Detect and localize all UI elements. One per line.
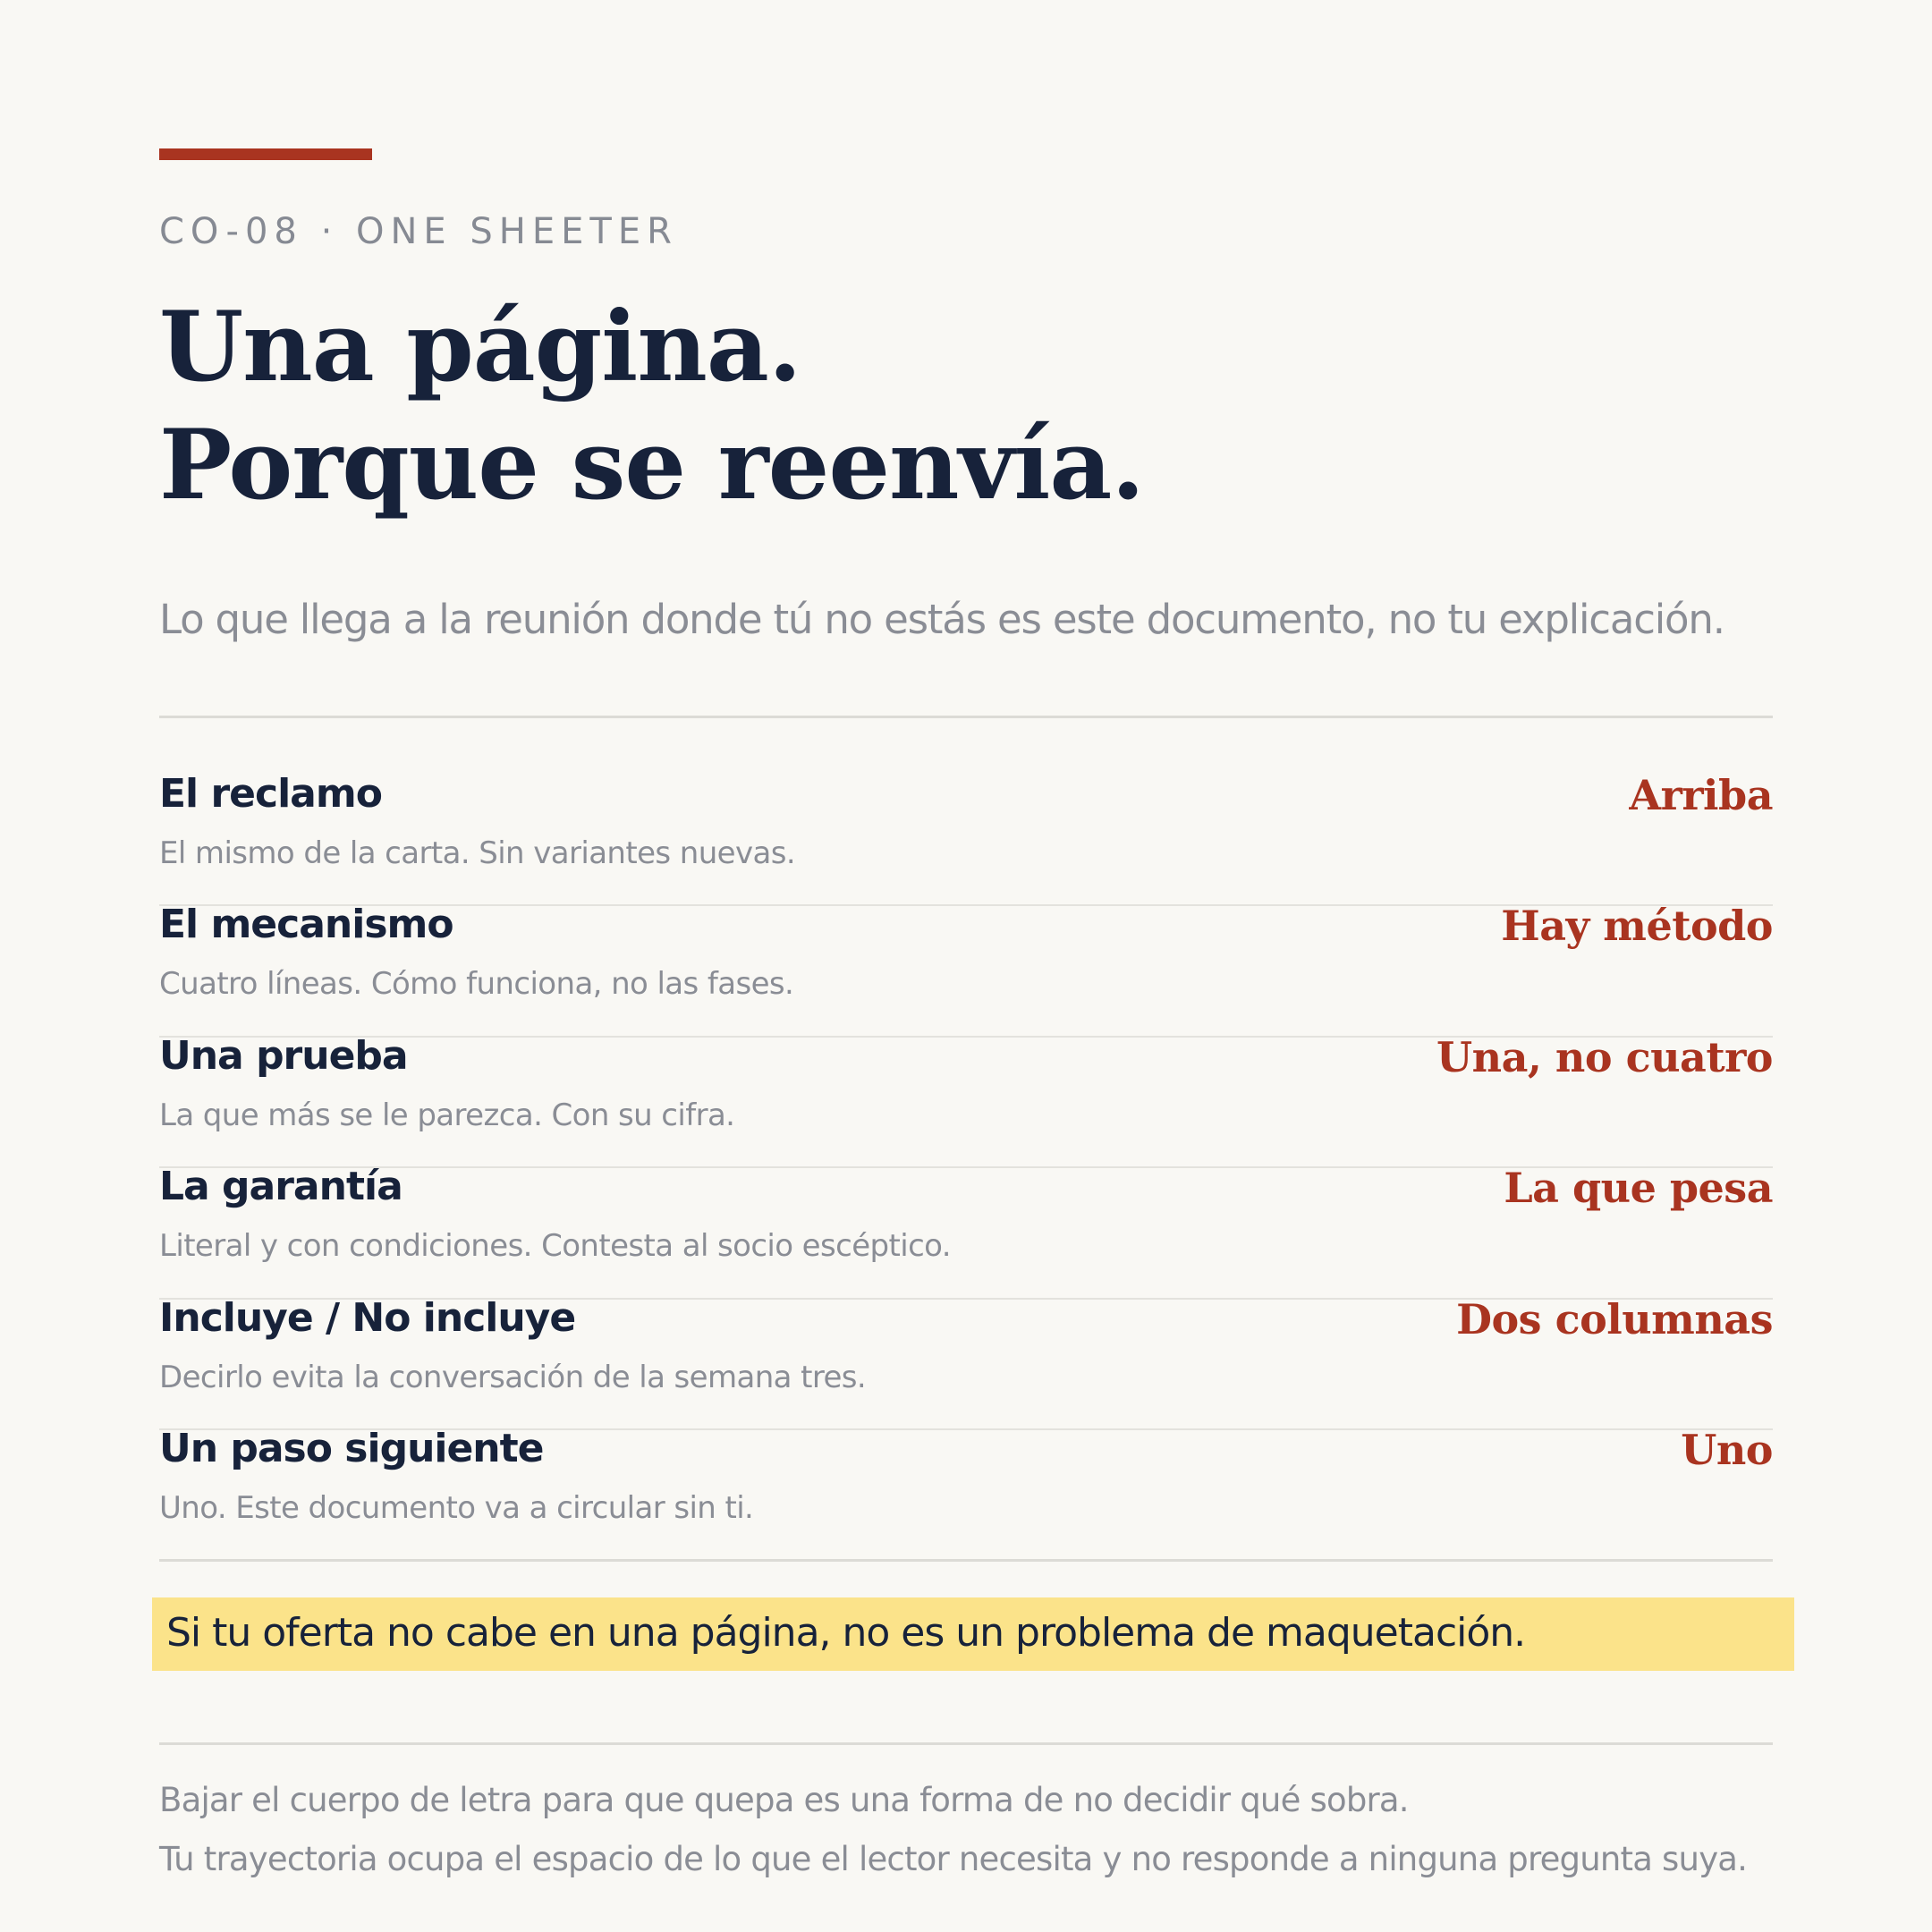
title-line-1: Una página. [159,291,801,403]
callout-highlight [152,1597,1794,1671]
list-item [159,764,1773,894]
item-label: Incluye / No incluye [159,1295,576,1341]
item-label: La garantía [159,1164,402,1209]
list-item [159,894,1773,1025]
list-item [159,1026,1773,1157]
item-description: Uno. Este documento va a circular sin ti. [159,1490,754,1526]
divider-top [159,716,1773,718]
item-tag: Dos columnas [1456,1295,1773,1343]
item-label: Una prueba [159,1033,408,1079]
item-tag: Una, no cuatro [1436,1033,1773,1081]
item-label: El mecanismo [159,902,453,947]
item-label: El reclamo [159,771,382,817]
item-description: Cuatro líneas. Cómo funciona, no las fases. [159,966,794,1002]
footer-note-2: Tu trayectoria ocupa el espacio de lo que el lector necesita y no responde a ninguna pregunta suya. [159,1840,1748,1878]
item-tag: Arriba [1629,771,1773,819]
page-title [159,288,1144,524]
list-item [159,1288,1773,1419]
subtitle: Lo que llega a la reunión donde tú no estás es este documento, no tu explicación. [159,596,1724,643]
item-description: Decirlo evita la conversación de la semana tres. [159,1360,867,1395]
list-item [159,1419,1773,1549]
item-description: Literal y con condiciones. Contesta al socio escéptico. [159,1228,951,1264]
item-description: El mismo de la carta. Sin variantes nuevas. [159,835,796,871]
item-tag: La que pesa [1504,1164,1773,1212]
footer-note-1: Bajar el cuerpo de letra para que quepa es una forma de no decidir qué sobra. [159,1781,1409,1819]
eyebrow-label: CO-08 · ONE SHEETER [159,211,678,252]
item-tag: Hay método [1501,902,1773,950]
list-item [159,1157,1773,1287]
accent-rule [159,148,372,160]
title-line-2: Porque se reenvía. [159,409,1144,521]
item-label: Un paso siguiente [159,1426,544,1471]
callout-text: Si tu oferta no cabe en una página, no es un problema de maquetación. [166,1610,1526,1656]
item-description: La que más se le parezca. Con su cifra. [159,1097,735,1133]
divider-footer [159,1742,1773,1745]
divider-bottom [159,1559,1773,1562]
item-tag: Uno [1681,1426,1773,1474]
